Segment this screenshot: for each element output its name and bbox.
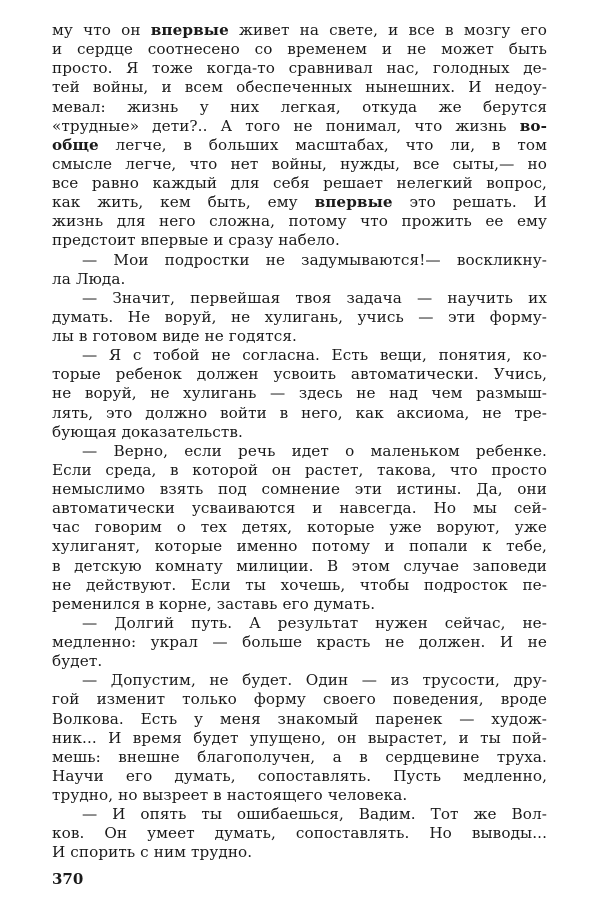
bold-text-span: впервые [314,193,393,212]
text-line [52,595,547,614]
text-span: тей войны, и всем обеспеченных нынешних. И недоу- [52,78,547,97]
text-line [52,423,547,442]
text-line [52,270,547,289]
text-span: просто. Я тоже когда-то сравнивал нас, голодных де- [52,59,547,78]
text-line [52,193,547,212]
text-line [52,748,547,767]
text-line [52,537,547,556]
text-line [52,729,547,748]
book-page-text [52,21,547,863]
text-span: не воруй, не хулигань — здесь не над чем размыш- [52,384,547,403]
text-span: и сердце соотнесено со временем и не может быть [52,40,547,59]
text-span: — Верно, если речь идет о маленьком ребенке. [82,441,547,460]
text-line [52,40,547,59]
text-span: Волкова. Есть у меня знакомый паренек — худож- [52,709,547,728]
text-span: легче, в больших масштабах, что ли, в том [98,135,547,154]
bold-text-span: во- [519,116,547,135]
text-span: Научи его думать, сопоставлять. Пусть медленно, [52,766,547,785]
text-span: немыслимо взять под сомнение эти истины. Да, они [52,480,547,498]
text-span: торые ребенок должен усвоить автоматически. Учись, [52,365,547,384]
text-span: ла Люда. [52,269,126,288]
text-line [52,710,547,729]
text-span: мевал: жизнь у них легкая, откуда же берутся [52,97,547,116]
text-span: как жить, кем быть, ему [52,193,315,212]
text-span: не действуют. Если ты хочешь, чтобы подросток пе- [52,575,547,594]
text-line [52,499,547,518]
text-span: мешь: внешне благополучен, а в сердцевине труха. [52,747,547,766]
text-line [52,212,547,231]
text-line [52,327,547,346]
text-span: будет. [52,652,103,671]
bold-text-span: обще [52,135,99,154]
text-line [52,136,547,155]
text-line [52,404,547,423]
text-line [52,576,547,595]
text-line [52,518,547,537]
text-line [52,21,547,40]
text-line [52,308,547,327]
text-line [52,557,547,576]
bold-text-span: впервые [150,21,229,39]
text-line [52,633,547,652]
text-span: в детскую комнату милиции. В этом случае заповеди [52,556,547,575]
text-span: — Мои подростки не задумываются!— воскликну- [82,250,547,269]
text-span: Если среда, в которой он растет, такова, что просто [52,460,547,479]
text-line [52,174,547,193]
text-span: ков. Он умеет думать, сопоставлять. Но выводы... [52,824,547,843]
text-line [52,251,547,270]
text-line [52,365,547,384]
text-line [52,614,547,633]
text-line [52,155,547,174]
text-line [52,843,547,862]
text-span: «трудные» дети?.. А того не понимал, что жизнь [52,116,520,135]
text-line [52,78,547,97]
text-span: гой изменит только форму своего поведения, вроде [52,690,547,709]
text-line [52,117,547,136]
text-span: бующая доказательств. [52,422,243,441]
text-span: хулиганят, которые именно потому и попали к тебе, [52,537,547,556]
text-line [52,59,547,78]
text-span: час говорим о тех детях, которые уже воруют, уже [52,518,547,537]
text-line [52,346,547,365]
text-span: все равно каждый для себя решает нелегкий вопрос, [52,174,547,192]
text-span: это решать. И [392,193,547,212]
text-line [52,442,547,461]
text-span: И спорить с ним трудно. [52,843,253,862]
text-span: лять, это должно войти в него, как аксиома, не тре- [52,403,547,422]
text-line [52,805,547,824]
text-span: лы в готовом виде не годятся. [52,327,297,345]
text-line [52,671,547,690]
text-span: — И опять ты ошибаешься, Вадим. Тот же Вол- [82,805,547,824]
text-span: — Допустим, не будет. Один — из трусости, дру- [82,671,547,690]
text-span: — Значит, первейшая твоя задача — научить их [82,288,547,307]
text-span: живет на свете, и все в мозгу его [228,21,547,39]
text-span: предстоит впервые и сразу набело. [52,231,340,250]
text-line [52,767,547,786]
text-span: думать. Не воруй, не хулигань, учись — эти форму- [52,307,547,326]
text-line [52,480,547,499]
text-span: ременился в корне, заставь его думать. [52,594,376,613]
text-span: му что он [52,21,151,39]
text-span: смысле легче, что нет войны, нужды, все сыты,— но [52,154,547,173]
text-span: жизнь для него сложна, потому что прожить ее ему [52,212,547,231]
text-line [52,824,547,843]
text-line [52,652,547,671]
text-line [52,231,547,250]
text-line [52,289,547,308]
text-span: медленно: украл — больше красть не должен. И не [52,633,547,651]
text-line [52,461,547,480]
text-line [52,690,547,709]
text-line [52,98,547,117]
text-line [52,384,547,403]
page-number: 370 [52,870,84,888]
text-span: — Я с тобой не согласна. Есть вещи, понятия, ко- [82,346,547,365]
text-span: — Долгий путь. А результат нужен сейчас, не- [82,613,547,632]
text-span: трудно, но вызреет в настоящего человека. [52,786,408,804]
text-span: ник... И время будет упущено, он вырастет, и ты пой- [52,728,547,747]
text-line [52,786,547,805]
text-span: автоматически усваиваются и навсегда. Но мы сей- [52,499,547,518]
